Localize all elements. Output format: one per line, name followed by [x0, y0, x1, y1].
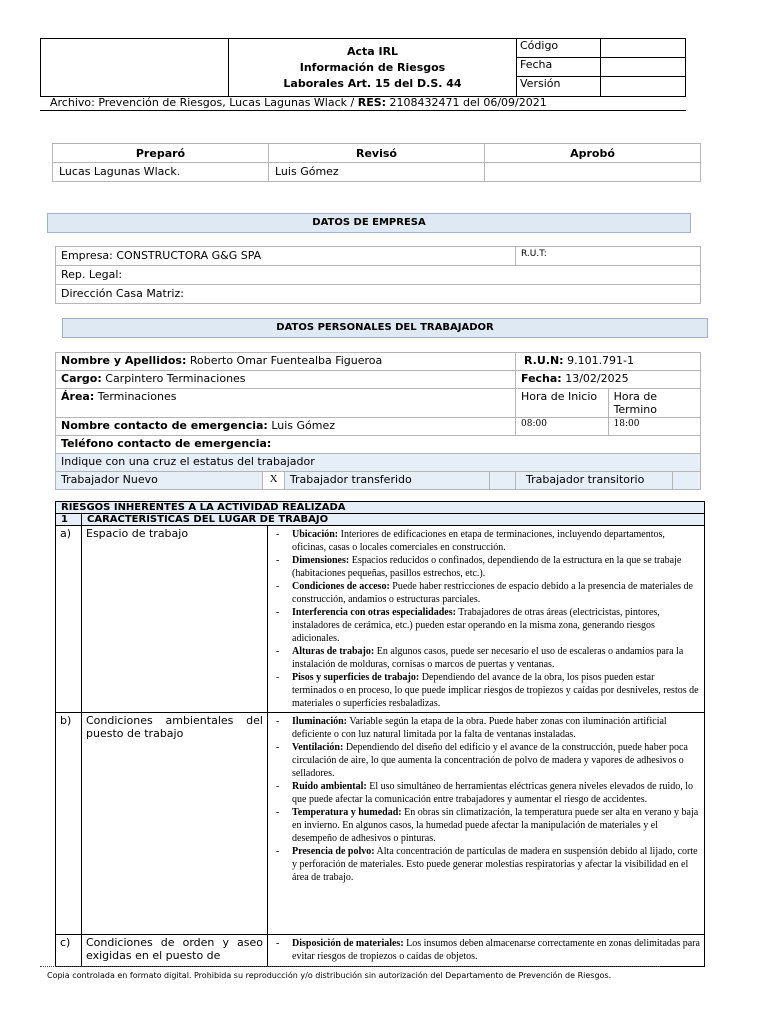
list-item: - Ruido ambiental: El uso simultáneo de herramientas eléctricas genera niveles elevados de ruido, lo que puede afectar la comunicación entre trabajadores y aumentar el riesgo de accidentes. — [276, 780, 701, 806]
risks-title: RIESGOS INHERENTES A LA ACTIVIDAD REALIZADA — [56, 502, 705, 514]
company-table — [55, 246, 701, 304]
prepared-label: Preparó — [53, 144, 269, 163]
list-item: - Ubicación: Interiores de edificaciones en etapa de terminaciones, incluyendo departamentos, oficinas, casas o locales comerciales en construcción. — [276, 528, 701, 554]
worker-area — [56, 389, 516, 418]
name-value: Roberto Omar Fuentealba Figueroa — [186, 354, 383, 367]
list-item: - Alturas de trabajo: En algunos casos, puede ser necesario el uso de escaleras o andamios para la instalación de molduras, cornisas o marcos de puertas y ventanas. — [276, 645, 701, 671]
worker-table — [55, 352, 701, 490]
document-title — [229, 39, 517, 97]
footer-note: Copia controlada en formato digital. Prohibida su reproducción y/o distribución sin autorización del Departamento de Prevención de Riesgos. — [47, 971, 612, 980]
section-title: CARACTERISTICAS DEL LUGAR DE TRABAJO — [82, 514, 705, 526]
row-a-label: Espacio de trabajo — [82, 526, 268, 713]
list-item: - Condiciones de acceso: Puede haber restricciones de espacio debido a la presencia de materiales de construcción, andamios o estructuras parciales. — [276, 580, 701, 606]
approved-label: Aprobó — [485, 144, 701, 163]
fecha-label: Fecha: — [521, 372, 562, 385]
row-c-content — [268, 935, 705, 967]
fecha-label: Fecha — [517, 58, 601, 77]
res-label: RES: — [357, 96, 387, 109]
empresa-field: Empresa: CONSTRUCTORA G&G SPA — [56, 247, 516, 266]
worker-section-title: DATOS PERSONALES DEL TRABAJADOR — [62, 318, 708, 338]
list-item: - Ventilación: Dependiendo del diseño del edificio y el avance de la construcción, puede haber poca circulación de aire, lo que aumenta la concentración de polvo de madera y vapores de adhesivos o selladores. — [276, 741, 701, 780]
row-a-letter: a) — [56, 526, 82, 713]
res-value: 2108432471 del 06/09/2021 — [386, 96, 547, 109]
cargo-label: Cargo: — [61, 372, 102, 385]
signatures-table — [52, 143, 701, 182]
worker-cargo — [56, 371, 516, 389]
reviewed-value: Luis Gómez — [269, 163, 485, 182]
logo-cell — [41, 39, 229, 97]
rep-legal-field: Rep. Legal: — [56, 266, 701, 285]
company-section-title: DATOS DE EMPRESA — [47, 213, 691, 233]
hora-inicio-label: Hora de Inicio — [516, 389, 609, 418]
list-item: - Iluminación: Variable según la etapa de la obra. Puede haber zonas con iluminación artificial deficiente o con luz natural limitada por la falta de ventanas instaladas. — [276, 715, 701, 741]
emergency-name-label: Nombre contacto de emergencia: — [61, 419, 268, 432]
status-transitory-label: Trabajador transitorio — [516, 472, 673, 490]
status-transferred-checkbox[interactable] — [490, 472, 516, 490]
emergency-name-value: Luis Gómez — [267, 419, 336, 432]
title-line-2: Información de Riesgos — [299, 60, 446, 74]
list-item: - Dimensiones: Espacios reducidos o confinados, dependiendo de la estructura en la que se trabaje (habitaciones pequeñas, pasillos estrechos, etc.). — [276, 554, 701, 580]
area-label: Área: — [61, 390, 95, 403]
name-label: Nombre y Apellidos: — [61, 354, 187, 367]
reviewed-label: Revisó — [269, 144, 485, 163]
row-b-label: Condiciones ambientales del puesto de trabajo — [82, 713, 268, 935]
run-label: R.U.N: — [524, 354, 564, 367]
fecha-value: 13/02/2025 — [561, 372, 629, 385]
row-c-letter: c) — [56, 935, 82, 967]
emergency-phone-label: Teléfono contacto de emergencia: — [61, 437, 272, 450]
archivo-prefix: Archivo: Prevención de Riesgos, Lucas Lagunas Wlack / — [50, 96, 358, 109]
direccion-field: Dirección Casa Matriz: — [56, 285, 701, 304]
status-new-checkbox[interactable]: X — [263, 472, 285, 490]
row-a-content — [268, 526, 705, 713]
status-transitory-checkbox[interactable] — [673, 472, 701, 490]
status-instruction: Indique con una cruz el estatus del trabajador — [56, 454, 701, 472]
worker-run — [516, 353, 701, 371]
risks-table — [55, 501, 705, 967]
title-line-3: Laborales Art. 15 del D.S. 44 — [283, 76, 462, 90]
status-transferred-label: Trabajador transferido — [284, 472, 489, 490]
prepared-value: Lucas Lagunas Wlack. — [53, 163, 269, 182]
section-number: 1 — [56, 514, 82, 526]
version-value — [601, 77, 686, 97]
worker-fecha — [516, 371, 701, 389]
version-label: Versión — [517, 77, 601, 97]
archivo-line — [40, 95, 686, 111]
list-item: - Disposición de materiales: Los insumos deben almacenarse correctamente en zonas delimitadas para evitar riesgos de tropiezos o caídas de objetos. — [276, 937, 701, 963]
list-item: - Pisos y superficies de trabajo: Dependiendo del avance de la obra, los pisos pueden estar terminados o en proceso, lo que puede implicar riesgos de tropiezos y caídas por desniveles, restos de materiales o superficies resbaladizas. — [276, 671, 701, 710]
row-b-content — [268, 713, 705, 935]
cargo-value: Carpintero Terminaciones — [101, 372, 246, 385]
list-item: - Temperatura y humedad: En obras sin climatización, la temperatura puede ser alta en verano y baja en invierno. En algunos casos, la humedad puede afectar la manipulación de materiales y el desempeño de adhesivos o pinturas. — [276, 806, 701, 845]
footer-divider — [40, 966, 660, 967]
codigo-value — [601, 39, 686, 58]
list-item: - Interferencia con otras especialidades: Trabajadores de otras áreas (electricistas, pintores, instaladores de cerámica, etc.) pueden estar operando en la misma zona, generando riesgos adicionales. — [276, 606, 701, 645]
worker-emergency-name — [56, 418, 516, 436]
hora-termino-label: Hora de Termino — [608, 389, 700, 418]
row-b-letter: b) — [56, 713, 82, 935]
list-item: - Presencia de polvo: Alta concentración de partículas de madera en suspensión debido al lijado, corte y perforación de materiales. Esto puede generar molestias respiratorias y afectar la visibilidad en el área de trabajo. — [276, 845, 701, 884]
title-line-1: Acta IRL — [346, 44, 399, 58]
document-header — [40, 38, 686, 97]
approved-value — [485, 163, 701, 182]
run-value: 9.101.791-1 — [563, 354, 635, 367]
area-value: Terminaciones — [94, 390, 177, 403]
worker-name — [56, 353, 516, 371]
rut-field: R.U.T: — [516, 247, 701, 266]
fecha-value — [601, 58, 686, 77]
worker-emergency-phone — [56, 436, 701, 454]
row-c-label: Condiciones de orden y aseo exigidas en el puesto de — [82, 935, 268, 967]
hora-termino-value: 18:00 — [608, 418, 700, 436]
codigo-label: Código — [517, 39, 601, 58]
hora-inicio-value: 08:00 — [516, 418, 609, 436]
status-new-label: Trabajador Nuevo — [56, 472, 263, 490]
